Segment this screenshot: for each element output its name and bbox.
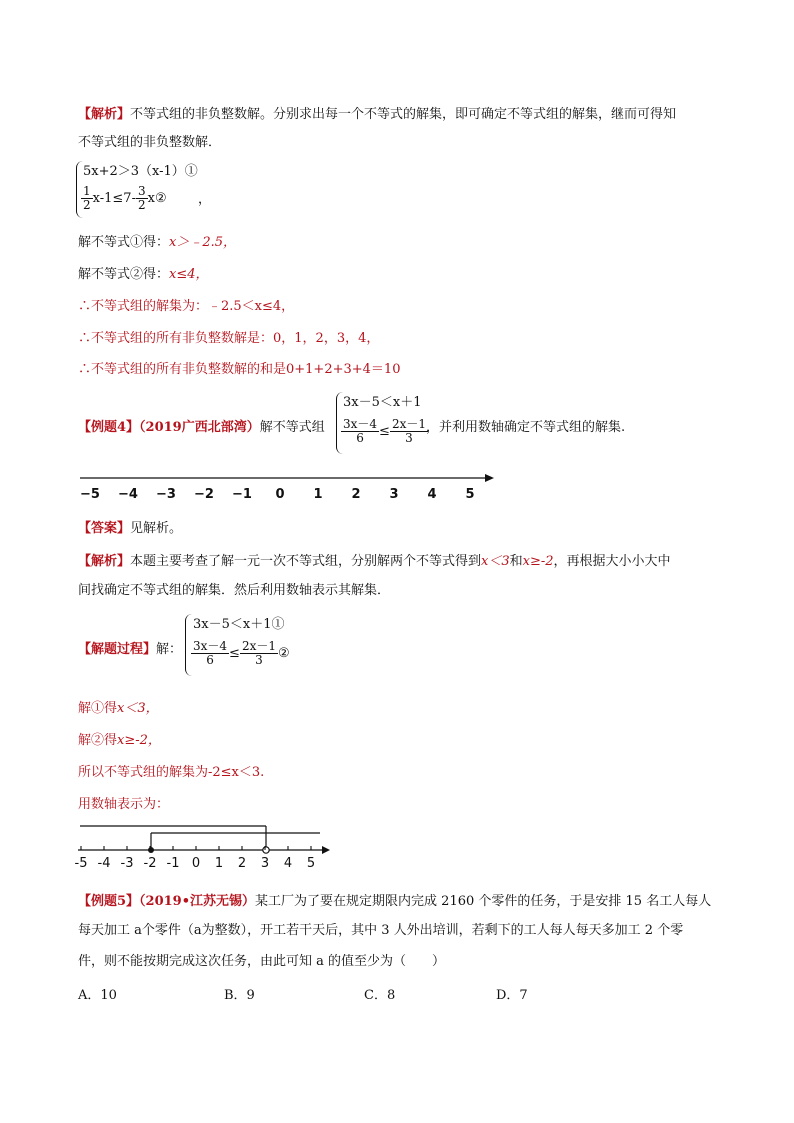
example4-analysis-line2: 间找确定不等式组的解集．然后利用数轴表示其解集． [78, 583, 391, 598]
step-5: ∴不等式组的所有非负整数解的和是0+1+2+3+4＝10 [78, 362, 401, 377]
number-line-2-tick-label: 2 [237, 856, 247, 871]
closed-dot-minus2 [148, 847, 154, 853]
example4-text-b: ，并利用数轴确定不等式组的解集. [426, 420, 626, 435]
number-line-2 [70, 818, 340, 872]
step-1: 解不等式①得：x＞﹣2.5， [78, 235, 237, 250]
number-line-2-tick-label: 0 [191, 856, 201, 871]
number-line-1-tick-label: 5 [465, 487, 475, 502]
option-d: D．7 [496, 988, 528, 1003]
step-3: ∴不等式组的解集为：﹣2.5＜x≤4， [78, 299, 295, 314]
example4-heading [78, 416, 325, 435]
number-line-1 [70, 470, 500, 506]
example5-text-line2: 每天加工 a个零件（a为整数），开工若干天后，其中 3 人外出培训，若剩下的工人每人每天多加工 2 个零 [78, 923, 684, 938]
number-line-1-tick-label: 3 [389, 487, 399, 502]
analysis-text-line2: 不等式组的非负整数解． [78, 135, 222, 150]
number-line-1-tick-label: −2 [194, 487, 214, 502]
number-line-1-arrow [485, 474, 494, 482]
step-2: 解不等式②得：x≤4， [78, 267, 209, 282]
process-prefix: 解： [156, 642, 183, 657]
example5-text-line1: 某工厂为了要在规定期限内完成 2160 个零件的任务，于是安排 15 名工人每人 [255, 894, 712, 909]
example5-source: （2019•江苏无锡） [139, 894, 256, 909]
example4-eq1: 3x－5＜x＋1 [343, 395, 422, 410]
example5-heading [78, 890, 711, 909]
system-comma: ， [198, 192, 212, 207]
number-line-2-tick-label: -2 [143, 856, 157, 871]
example5-tag: 【例题5】 [78, 894, 140, 909]
example4-analysis-label: 【解析】 [78, 554, 131, 569]
number-line-2-tick-label: 5 [306, 856, 316, 871]
option-c: C．8 [364, 988, 396, 1003]
number-line-1-tick-label: −3 [156, 487, 176, 502]
system-eq1: 5x+2＞3（x-1）① [83, 164, 198, 179]
number-line-2-tick-label: -5 [74, 856, 88, 871]
number-line-1-tick-label: 1 [313, 487, 323, 502]
process-step-3: 所以不等式组的解集为-2≤x＜3. [78, 765, 265, 780]
process-step-2: 解②得x≥-2， [78, 733, 161, 748]
analysis-label: 【解析】 [78, 107, 131, 122]
number-line-2-tick-label: 3 [260, 856, 270, 871]
number-line-1-tick-label: 0 [275, 487, 285, 502]
number-line-2-tick-label: -3 [120, 856, 134, 871]
answer-label: 【答案】 [78, 521, 131, 536]
number-line-1-tick-label: −1 [232, 487, 252, 502]
example5-text-line3: 件，则不能按期完成这次任务，由此可知 a 的值至少为（ ） [78, 954, 446, 969]
option-a: A．10 [78, 988, 117, 1003]
process-label: 【解题过程】 [78, 642, 157, 657]
process-step-1: 解①得x＜3， [78, 701, 159, 716]
example4-source: （2019广西北部湾） [139, 420, 260, 435]
answer-text: 见解析。 [130, 521, 183, 536]
option-b: B．9 [224, 988, 255, 1003]
number-line-1-tick-label: −4 [118, 487, 138, 502]
step-4: ∴不等式组的所有非负整数解是：0，1，2，3，4， [78, 331, 380, 346]
example4-text-a: 解不等式组 [259, 420, 325, 435]
example4-tag: 【例题4】 [78, 420, 140, 435]
process-heading [78, 638, 182, 657]
process-eq2: $\frac{3x-4}{6}$ ≤ $\frac{2x-1}{3}$ ② [193, 639, 290, 667]
number-line-1-tick-label: 4 [427, 487, 437, 502]
number-line-2-tick-label: 1 [214, 856, 224, 871]
process-step-4: 用数轴表示为： [78, 797, 170, 812]
number-line-2-tick-label: -4 [97, 856, 111, 871]
open-dot-3 [263, 847, 269, 853]
number-line-1-tick-label: 2 [351, 487, 361, 502]
analysis-paragraph [78, 103, 676, 122]
number-line-2-tick-label: 4 [283, 856, 293, 871]
number-line-1-tick-label: −5 [80, 487, 100, 502]
number-line-2-tick-label: -1 [166, 856, 180, 871]
example4-eq2: $\frac{3x-4}{6}$ ≤ $\frac{2x-1}{3}$ [343, 417, 426, 445]
system-eq2: $\frac{1}{2}$ x-1≤7- $\frac{3}{2}$ x② [83, 184, 167, 212]
number-line-2-arrow [322, 846, 330, 854]
example4-analysis: 【解析】本题主要考查了解一元一次不等式组，分别解两个不等式得到x＜3和x≥-2，再根据大小小大中 [78, 554, 671, 569]
example4-answer [78, 517, 182, 536]
analysis-text: 不等式组的非负整数解。分别求出每一个不等式的解集，即可确定不等式组的解集，继而可得知 [130, 107, 677, 122]
process-eq1: 3x－5＜x＋1① [193, 617, 285, 632]
